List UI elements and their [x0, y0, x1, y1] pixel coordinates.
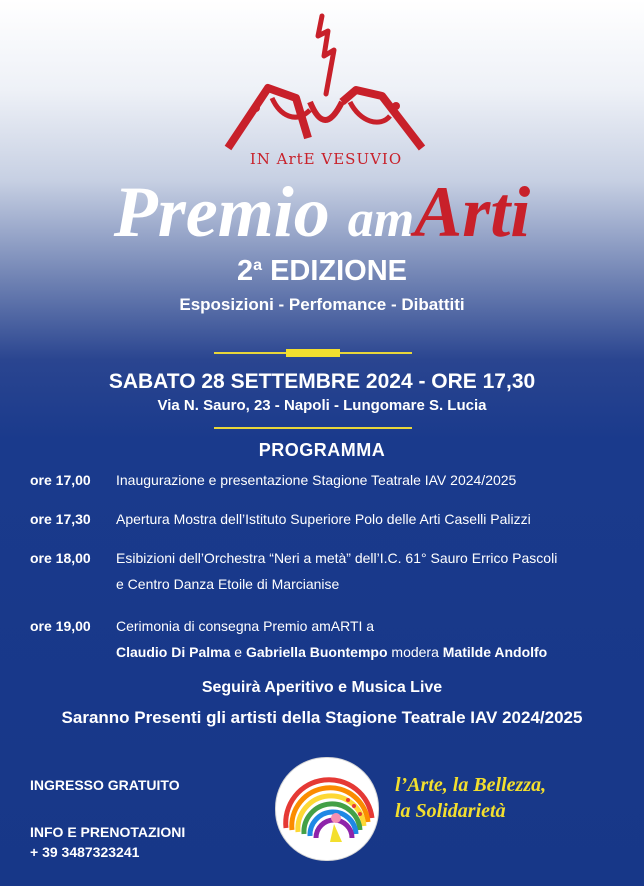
title-part-premio: Premio [113, 172, 330, 252]
conjunction: e [230, 644, 246, 660]
program-time: ore 19,00 [30, 618, 91, 634]
separator-top [214, 352, 412, 354]
separator-mark [286, 349, 340, 357]
title-part-am: am [347, 191, 415, 248]
recipient-name: Gabriella Buontempo [245, 644, 388, 660]
program-description: Inaugurazione e presentazione Stagione Teatrale IAV 2024/2025 [116, 472, 517, 488]
artists-note: Saranno Presenti gli artisti della Stagione Teatrale IAV 2024/2025 [61, 708, 583, 727]
program-description-continued: e Centro Danza Etoile di Marcianise [116, 576, 340, 592]
event-date: SABATO 28 SETTEMBRE 2024 - ORE 17,30 [108, 370, 536, 393]
subtitle: Esposizioni - Perfomance - Dibattiti [179, 295, 465, 314]
moderator-label: modera [387, 644, 443, 660]
program-description: Esibizioni dell’Orchestra “Neri a metà” dell’I.C. 61° Sauro Errico Pascoli [116, 550, 558, 566]
slogan-line-2: la Solidarietà [395, 800, 506, 822]
edition-number: 2 [236, 255, 254, 287]
poster-title [0, 172, 644, 260]
event-address: Via N. Sauro, 23 - Napoli - Lungomare S. Lucia [157, 397, 487, 414]
program-title: PROGRAMMA [258, 440, 386, 460]
logo-text: IN ArtE VESUVIO [249, 150, 403, 168]
solidarity-badge [275, 757, 379, 861]
award-recipients [116, 642, 626, 662]
edition-ordinal: a [253, 257, 262, 274]
info-block [30, 822, 185, 862]
program-time: ore 17,30 [30, 511, 91, 527]
phone-number[interactable]: + 39 3487323241 [30, 844, 140, 860]
free-entry: INGRESSO GRATUITO [30, 777, 180, 793]
edition-heading [0, 255, 644, 288]
slogan-line-1: l’Arte, la Bellezza, [395, 774, 547, 796]
slogan [395, 772, 546, 824]
info-label: INFO E PRENOTAZIONI [30, 824, 186, 840]
title-part-arti: Arti [414, 172, 531, 252]
aperitivo-note: Seguirà Aperitivo e Musica Live [201, 679, 443, 696]
moderator-name: Matilde Andolfo [442, 644, 548, 660]
program-time: ore 17,00 [30, 472, 91, 488]
recipient-name: Claudio Di Palma [116, 644, 231, 660]
program-time: ore 18,00 [30, 550, 91, 566]
separator-bottom [214, 427, 412, 429]
edition-word: EDIZIONE [270, 255, 408, 287]
program-description: Apertura Mostra dell’Istituto Superiore Polo delle Arti Caselli Palizzi [116, 511, 531, 527]
program-description: Cerimonia di consegna Premio amARTI a [116, 618, 375, 634]
rainbow-icon [276, 758, 378, 860]
